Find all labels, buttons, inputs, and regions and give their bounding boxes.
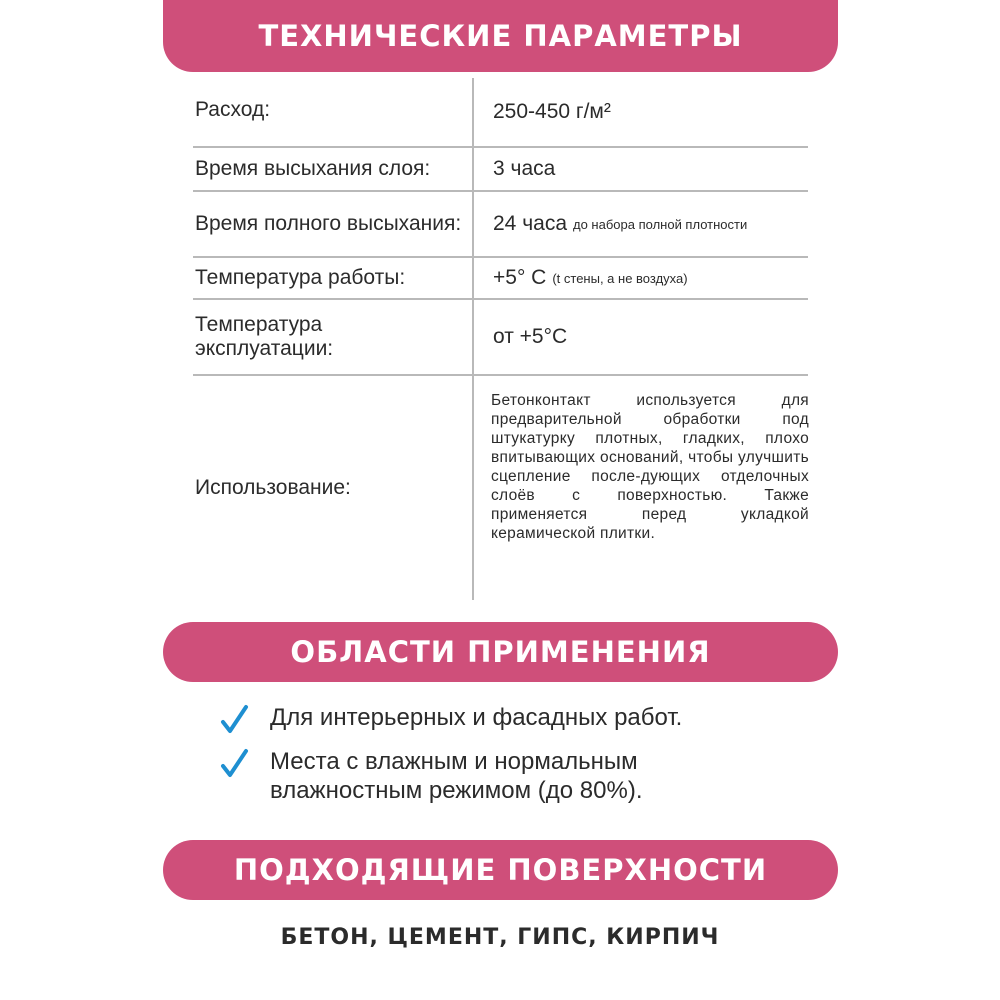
value-note: (t стены, а не воздуха) (552, 270, 688, 286)
row-value (493, 78, 808, 146)
surfaces-banner (163, 840, 838, 900)
table-row (193, 192, 808, 258)
applications-banner (163, 622, 838, 682)
table-row (193, 300, 808, 376)
value-note: до набора полной плотности (573, 216, 748, 232)
row-label: Расход: (195, 98, 271, 121)
row-value (493, 148, 808, 190)
row-value (493, 300, 808, 374)
checkmark-icon (220, 747, 270, 783)
applications-title: ОБЛАСТИ ПРИМЕНЕНИЯ (290, 635, 711, 669)
tech-params-banner (163, 0, 838, 72)
table-row (193, 376, 808, 600)
table-row (193, 78, 808, 148)
usage-description: Бетонконтакт используется для предварительной обработки под штукатурку плотных, гладких, плохо впитывающих оснований, чтобы улучшить сцепление после-дующих отделочных слоёв с поверхностью. Также применяется перед укладкой керамической плитки. (491, 392, 809, 542)
tech-params-title: ТЕХНИЧЕСКИЕ ПАРАМЕТРЫ (258, 19, 743, 53)
column-divider (472, 78, 474, 600)
row-label: Температура эксплуатации: (195, 313, 334, 360)
table-row (193, 148, 808, 192)
value-main: 24 часа (493, 212, 567, 235)
surfaces-title: ПОДХОДЯЩИЕ ПОВЕРХНОСТИ (233, 853, 768, 887)
list-item (220, 703, 810, 739)
surfaces-list: БЕТОН, ЦЕМЕНТ, ГИПС, КИРПИЧ (280, 925, 720, 950)
row-value (493, 258, 808, 298)
list-item-text: Места с влажным и нормальным влажностным режимом (до 80%). (270, 748, 643, 804)
value-main: 3 часа (493, 157, 556, 180)
value-main: 250-450 г/м² (493, 100, 611, 123)
row-label: Температура работы: (195, 266, 406, 289)
list-item-text: Для интерьерных и фасадных работ. (270, 704, 683, 731)
value-main: от +5°С (493, 325, 568, 348)
checkmark-icon (220, 703, 270, 739)
value-main: +5° С (493, 266, 547, 289)
row-value (493, 192, 808, 256)
row-label: Время высыхания слоя: (195, 157, 431, 180)
row-label: Время полного высыхания: (195, 212, 462, 235)
list-item (220, 747, 740, 805)
row-label: Использование: (195, 476, 351, 499)
table-row (193, 258, 808, 300)
